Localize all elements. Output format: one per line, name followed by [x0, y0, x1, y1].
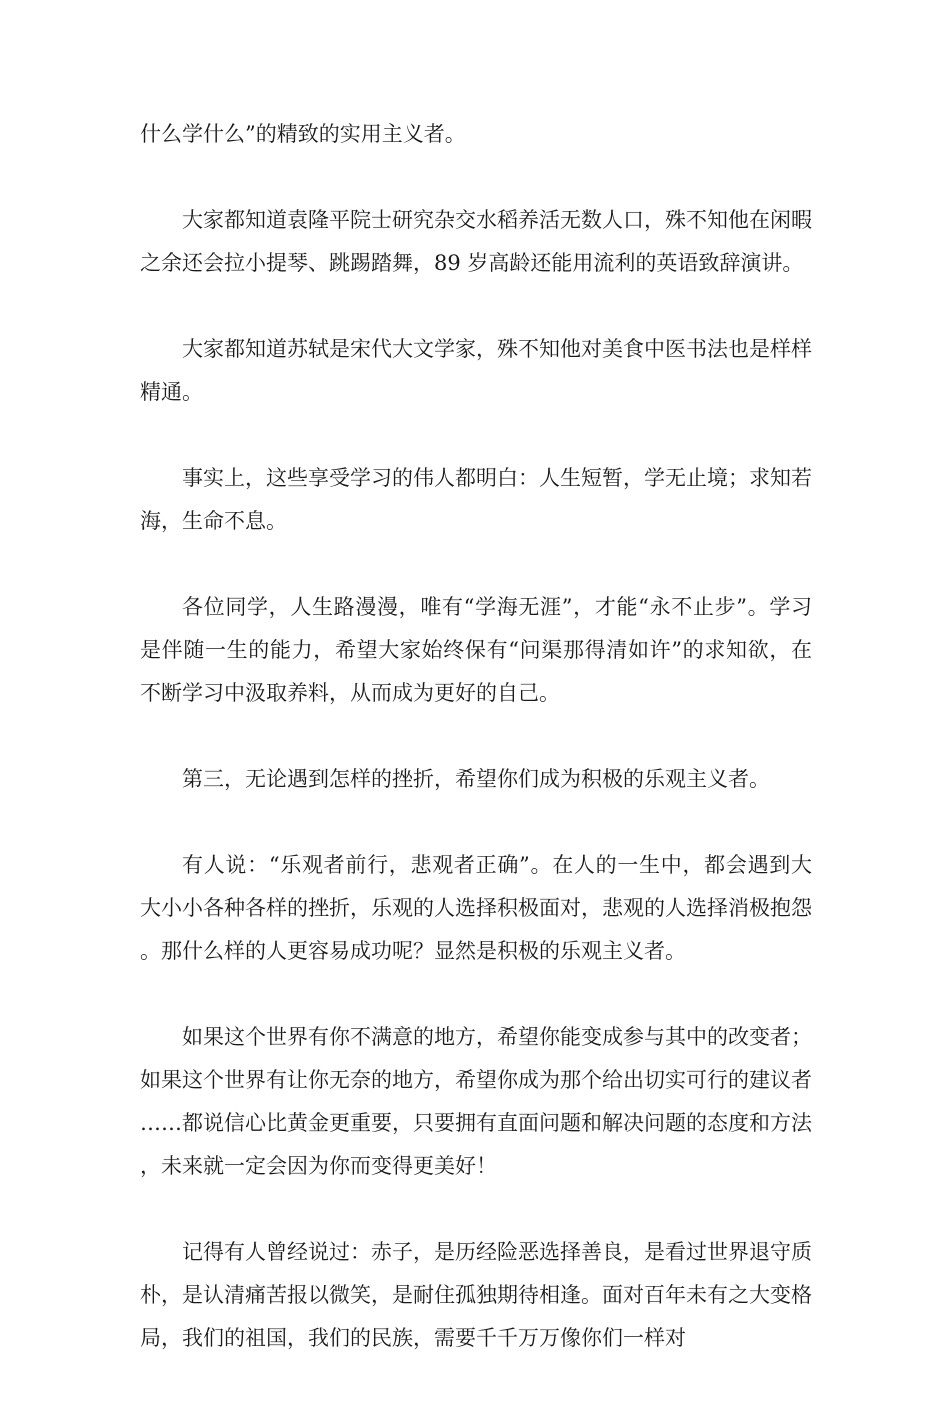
paragraph-students-learning: 各位同学，人生路漫漫，唯有“学海无涯”，才能“永不止步”。学习是伴随一生的能力，希望大家始终保有“问渠那得清如许”的求知欲，在不断学习中汲取养料，从而成为更好的自己。	[140, 595, 812, 705]
paragraph-changers: 如果这个世界有你不满意的地方，希望你能变成参与其中的改变者；如果这个世界有让你无奈的地方，希望你成为那个给出切实可行的建议者……都说信心比黄金更重要，只要拥有直面问题和解决问题的态度和方法，未来就一定会因为你而变得更美好！	[140, 1025, 812, 1178]
paragraph-yuan-longping: 大家都知道袁隆平院士研究杂交水稻养活无数人口，殊不知他在闲暇之余还会拉小提琴、跳踢踏舞，89 岁高龄还能用流利的英语致辞演讲。	[140, 208, 812, 275]
paragraph-chizi: 记得有人曾经说过：赤子，是历经险恶选择善良，是看过世界退守质朴，是认清痛苦报以微笑，是耐住孤独期待相逢。面对百年未有之大变格局，我们的祖国，我们的民族，需要千千万万像你们一样对	[140, 1240, 812, 1350]
paragraph-learning-endless: 事实上，这些享受学习的伟人都明白：人生短暂，学无止境；求知若海，生命不息。	[140, 466, 812, 533]
paragraph-third-point: 第三，无论遇到怎样的挫折，希望你们成为积极的乐观主义者。	[182, 767, 770, 791]
paragraph-su-shi: 大家都知道苏轼是宋代大文学家，殊不知他对美食中医书法也是样样精通。	[140, 337, 812, 404]
paragraph-optimists: 有人说：“乐观者前行，悲观者正确”。在人的一生中，都会遇到大大小小各种各样的挫折，乐观的人选择积极面对，悲观的人选择消极抱怨。那什么样的人更容易成功呢？显然是积极的乐观主义者。	[140, 853, 812, 963]
document-body	[140, 113, 812, 1403]
paragraph-continued: 什么学什么”的精致的实用主义者。	[140, 122, 466, 146]
